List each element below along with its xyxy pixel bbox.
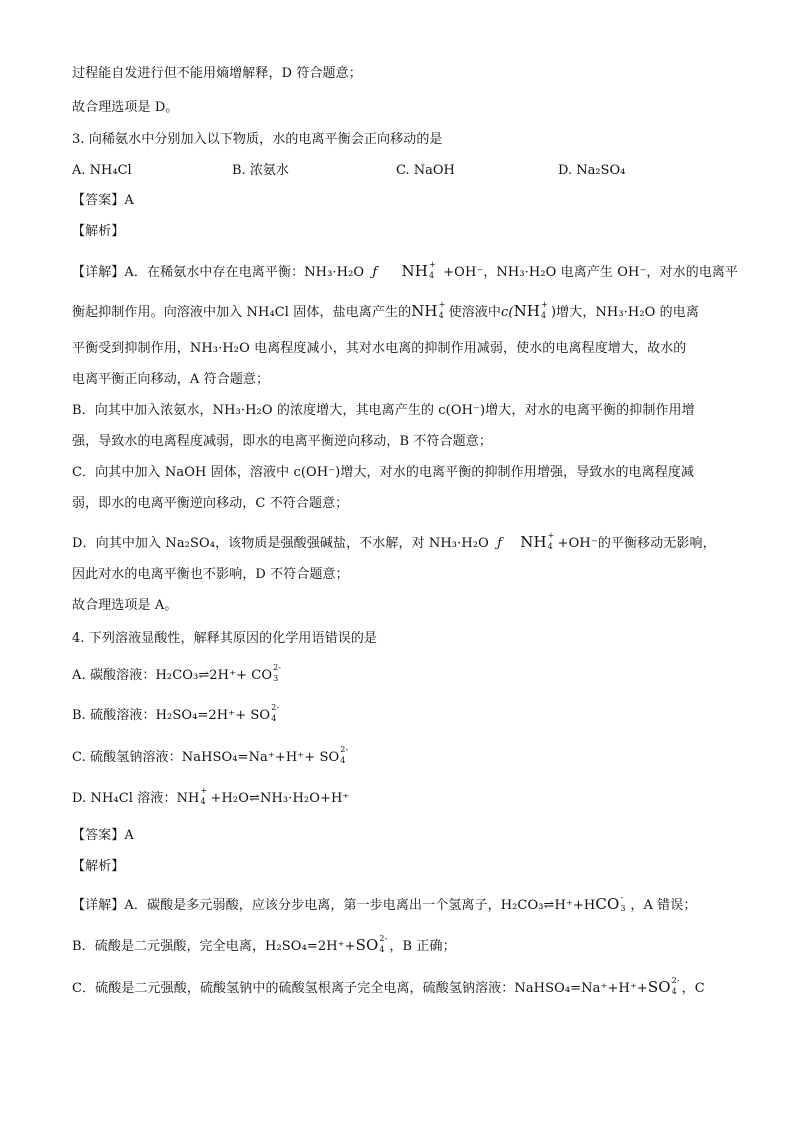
q3-option-b: B. 浓氨水 [232,163,289,178]
text-span: B. 硫酸溶液：H₂SO₄=2H⁺+ SO [72,708,271,723]
text-line: B．向其中加入浓氨水，NH₃·H₂O 的浓度增大，其电离产生的 c(OH⁻)增大，对水的电离平衡的抑制作用增 [72,403,695,418]
text-span: +OH⁻的平衡移动无影响， [557,536,716,551]
ion-charge: + 4 [540,300,548,320]
equilibrium-symbol: ƒ [372,265,378,280]
ion-charge: + 4 [428,260,436,280]
ion-charge: + 4 [438,300,446,320]
q4-option-b [72,703,281,725]
text-line [72,262,738,282]
q3-option-d: D. Na₂SO₄ [558,163,626,178]
answer-value: A [124,193,134,208]
carbonate-ion: CO [595,895,620,913]
text-line: 故合理选项是 A。 [72,598,178,613]
text-span: A. 碳酸溶液：H₂CO₃⇌2H⁺+ CO [72,668,273,683]
text-line [72,895,696,915]
text-line [72,978,705,998]
text-line: 因此对水的电离平衡也不影响，D 不符合题意； [72,567,349,582]
question-3-stem: 3. 向稀氨水中分别加入以下物质，水的电离平衡会正向移动的是 [72,132,443,147]
ion-charge: 2- 4 [671,976,680,996]
text-line [72,302,699,322]
text-line: 平衡受到抑制作用，NH₃·H₂O 电离程度减小，其对水电离的抑制作用减弱，使水的电离程度增大，故水的 [72,341,687,356]
q3-option-c: C. NaOH [396,163,455,178]
q3-answer-line [72,192,134,210]
text-span: +H₂O⇌NH₃·H₂O+H⁺ [210,791,350,806]
text-span: +OH⁻，NH₃·H₂O 电离产生 OH⁻，对水的电离平 [443,265,739,280]
text-span: ，A 错误； [630,898,697,913]
answer-value: A [124,828,134,843]
text-line [72,936,456,956]
ion-charge: + 4 [200,786,208,806]
text-span: C．硫酸是二元强酸，硫酸氢钠中的硫酸氢根离子完全电离，硫酸氢钠溶液：NaHSO₄=Na⁺+H⁺+ [72,981,648,996]
text-line: 电离平衡正向移动，A 符合题意； [72,372,270,387]
answer-tag: 【答案】 [72,193,125,208]
text-line: 故合理选项是 D。 [72,100,179,115]
text-span: D．向其中加入 Na₂SO₄，该物质是强酸强碱盐，不水解，对 NH₃·H₂O [72,536,489,551]
answer-tag: 【答案】 [72,828,125,843]
ion-charge: 2- 3 [273,663,282,683]
ion-charge: 2- 4 [379,934,388,954]
text-span: 衡起抑制作用。向溶液中加入 NH₄Cl 固体，盐电离产生的 [72,305,412,320]
text-span: ，B 正确； [389,939,456,954]
text-line [72,533,716,553]
ammonium-ion: NH [520,533,547,551]
sulfate-ion: SO [647,978,671,996]
conc-close: ) [550,305,557,320]
text-span: 使溶液中 [448,305,502,320]
q3-analysis-tag: 【解析】 [72,224,125,239]
question-4-stem: 4. 下列溶液显酸性，解释其原因的化学用语错误的是 [72,631,378,646]
q4-option-c [72,745,350,767]
q4-answer-line [72,827,134,845]
text-line: 过程能自发进行但不能用熵增解释，D 符合题意； [72,66,362,81]
ion-charge: 2- 4 [271,703,280,723]
q3-option-a: A. NH₄Cl [72,163,132,178]
text-line: 弱，即水的电离平衡逆向移动，C 不符合题意； [72,496,349,511]
text-span: ，C [681,981,705,996]
text-line: 强，导致水的电离程度减弱，即水的电离平衡逆向移动，B 不符合题意； [72,434,492,449]
ammonium-ion: NH [401,262,428,280]
text-span: 【详解】A．在稀氨水中存在电离平衡：NH₃·H₂O [72,265,365,280]
text-span: 增大，NH₃·H₂O 的电离 [556,305,699,320]
text-span: 【详解】A．碳酸是多元弱酸，应该分步电离，第一步电离出一个氢离子，H₂CO₃⇌H⁺+H [72,898,596,913]
conc-open: c( [501,305,514,320]
ion-charge: + 4 [547,531,555,551]
ammonium-ion: NH [411,302,438,320]
q4-option-d [72,786,350,808]
q4-option-a [72,663,283,685]
equilibrium-symbol: ƒ [497,536,503,551]
text-span: B．硫酸是二元强酸，完全电离，H₂SO₄=2H⁺+ [72,939,356,954]
sulfate-ion: SO [355,936,379,954]
q4-analysis-tag: 【解析】 [72,859,125,874]
ion-charge: - 3 [620,893,626,913]
ion-charge: 2- 4 [340,745,349,765]
ammonium-ion: NH [513,302,540,320]
text-span: C. 硫酸氢钠溶液：NaHSO₄=Na⁺+H⁺+ SO [72,750,340,765]
text-line: C．向其中加入 NaOH 固体，溶液中 c(OH⁻)增大，对水的电离平衡的抑制作用增强，导致水的电离程度减 [72,465,695,480]
text-span: D. NH₄Cl 溶液：NH [72,791,200,806]
